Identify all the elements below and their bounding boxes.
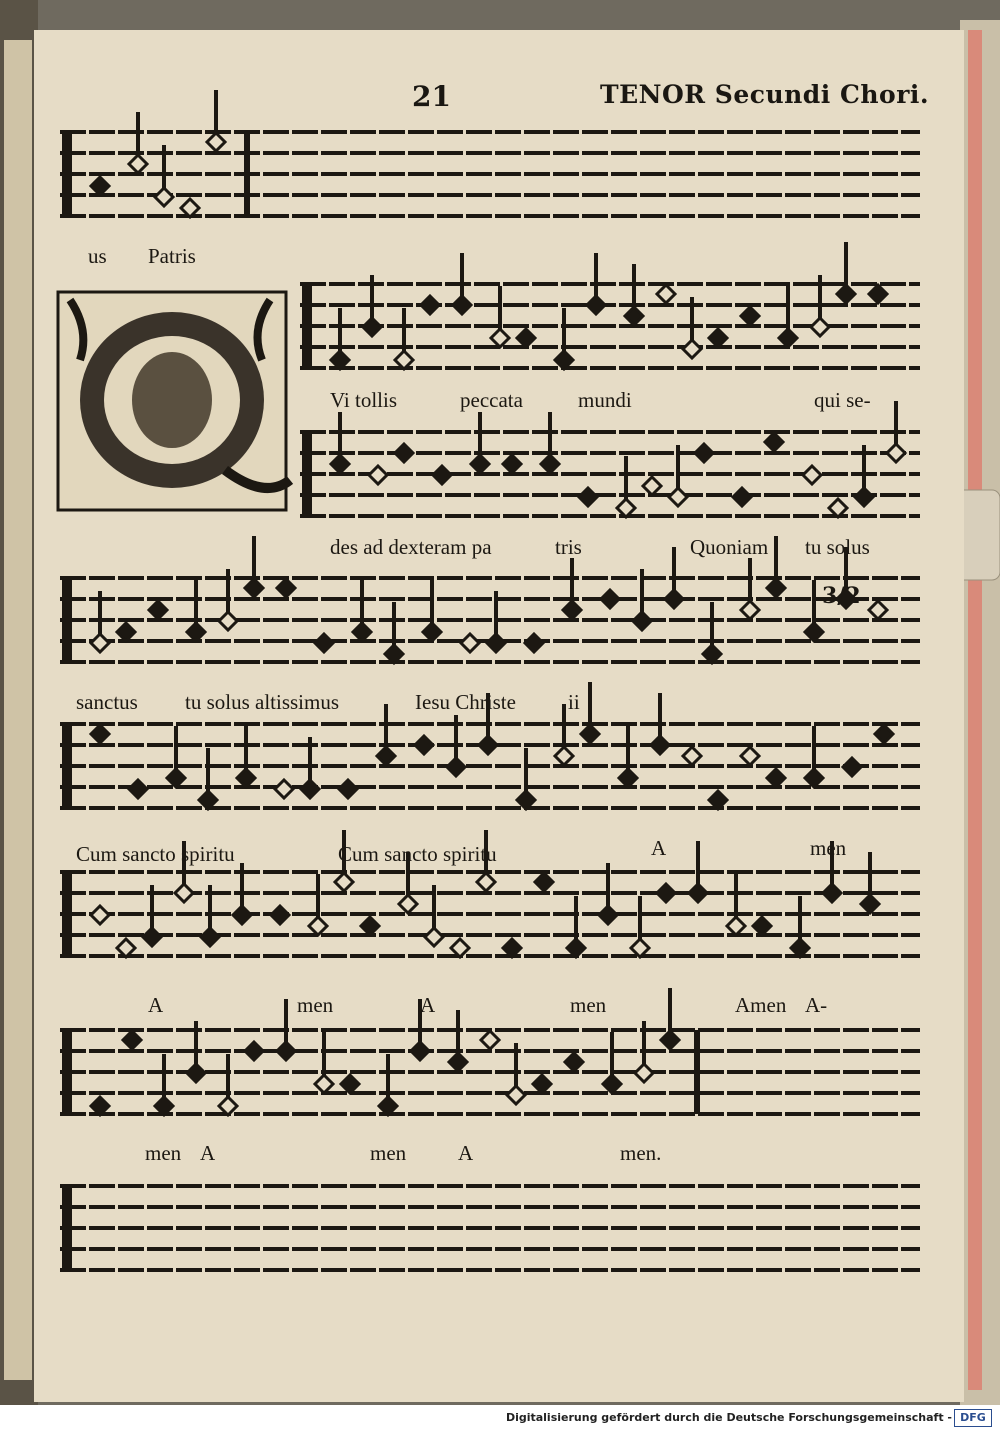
lyric: men. <box>620 1141 662 1165</box>
lyric: des ad dexteram pa <box>330 535 492 559</box>
bar-line <box>694 1030 700 1114</box>
lyric: men <box>570 993 607 1017</box>
svg-text:3/2: 3/2 <box>822 583 861 609</box>
lyric: Vi tollis <box>330 388 397 412</box>
clef <box>302 284 312 368</box>
lyric: mundi <box>578 388 632 412</box>
time-signature <box>822 583 861 609</box>
lyric: A <box>651 836 667 860</box>
lyric: sanctus <box>76 690 138 714</box>
clef <box>62 1030 72 1114</box>
lyric: us <box>88 244 107 268</box>
lyric: tu solus <box>805 535 870 559</box>
lyric: peccata <box>460 388 523 412</box>
lyric: Iesu Christe <box>415 690 516 714</box>
clef <box>62 578 72 662</box>
lyric: Quoniam <box>690 535 769 559</box>
running-head: TENOR Secundi Chori. <box>600 80 930 109</box>
lyric: A- <box>805 993 828 1017</box>
bar-line <box>244 132 250 216</box>
paper <box>34 30 964 1402</box>
lyric: Cum sancto spiritu <box>76 842 235 866</box>
lyric: men <box>297 993 334 1017</box>
page-number: 21 <box>412 80 451 113</box>
lyric: tu solus altissimus <box>185 690 340 714</box>
lyric: men <box>810 836 847 860</box>
lyric: men <box>145 1141 182 1165</box>
clef <box>302 432 312 516</box>
lyric: A <box>200 1141 216 1165</box>
red-edge <box>968 30 982 1390</box>
clef <box>62 872 72 956</box>
lyric: Patris <box>148 244 196 268</box>
clef <box>62 132 72 216</box>
footer-credit: Digitalisierung gefördert durch die Deutsche Forschungsgemeinschaft - <box>505 1411 952 1424</box>
dfg-logo: DFG <box>954 1409 992 1427</box>
lyric: tris <box>555 535 582 559</box>
lyric: men <box>370 1141 407 1165</box>
clef <box>62 1186 72 1270</box>
lyric: A <box>148 993 164 1017</box>
decorated-initial-q <box>58 292 290 510</box>
left-page-strip <box>4 40 32 1380</box>
lyric: ii <box>568 690 580 714</box>
lyric: Cum sancto spiritu <box>338 842 497 866</box>
lyric: A <box>420 993 436 1017</box>
clef <box>62 724 72 808</box>
lyric: A <box>458 1141 474 1165</box>
lyric: qui se- <box>814 388 871 412</box>
lyric: Amen <box>735 993 787 1017</box>
